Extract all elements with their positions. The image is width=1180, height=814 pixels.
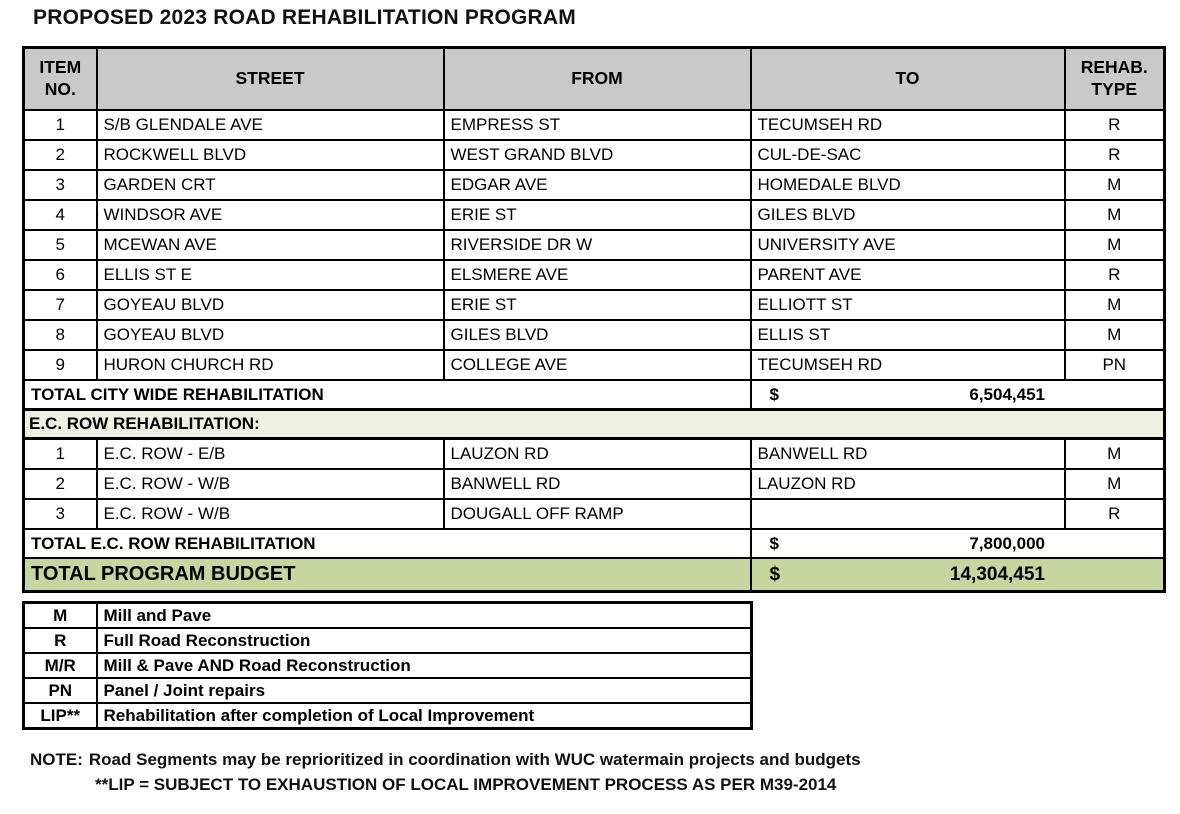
program-total-amount-cell	[751, 558, 1165, 592]
city-total-label: TOTAL CITY WIDE REHABILITATION	[24, 380, 751, 410]
street-cell: GOYEAU BLVD	[97, 290, 444, 320]
city-total-row	[24, 380, 1165, 410]
to-cell: PARENT AVE	[751, 260, 1065, 290]
rehab-type-cell: M	[1065, 290, 1165, 320]
rehab-type-cell: M	[1065, 170, 1165, 200]
table-row	[24, 499, 1165, 529]
legend-description-cell: Mill and Pave	[97, 603, 752, 629]
column-header-from: FROM	[444, 48, 751, 111]
ec-total-row	[24, 529, 1165, 558]
from-cell: EMPRESS ST	[444, 110, 751, 140]
legend-row	[24, 603, 752, 629]
to-cell: GILES BLVD	[751, 200, 1065, 230]
street-cell: S/B GLENDALE AVE	[97, 110, 444, 140]
legend-description-cell: Rehabilitation after completion of Local Improvement	[97, 703, 752, 729]
program-total-label: TOTAL PROGRAM BUDGET	[24, 558, 751, 592]
legend-code-cell: M	[24, 603, 97, 629]
ec-row-section-header	[24, 410, 1165, 439]
table-header-row	[24, 48, 1165, 111]
legend-description-cell: Panel / Joint repairs	[97, 678, 752, 703]
city-total-amount-cell	[751, 380, 1165, 410]
item-no-cell: 7	[24, 290, 97, 320]
from-cell: ERIE ST	[444, 200, 751, 230]
ec-total-label: TOTAL E.C. ROW REHABILITATION	[24, 529, 751, 558]
city-total-amount: 6,504,451	[969, 384, 1045, 404]
table-row	[24, 439, 1165, 470]
legend-description-cell: Mill & Pave AND Road Reconstruction	[97, 653, 752, 678]
rehab-type-cell: M	[1065, 320, 1165, 350]
from-cell: COLLEGE AVE	[444, 350, 751, 380]
legend-description-cell: Full Road Reconstruction	[97, 628, 752, 653]
program-total-row	[24, 558, 1165, 592]
note-text: Road Segments may be reprioritized in coordination with WUC watermain projects and budgets	[88, 750, 861, 769]
legend-row	[24, 703, 752, 729]
table-row	[24, 170, 1165, 200]
to-cell: ELLIS ST	[751, 320, 1065, 350]
from-cell: ERIE ST	[444, 290, 751, 320]
rehab-type-legend-table	[22, 601, 753, 730]
note-label: NOTE:	[30, 750, 83, 769]
ec-total-amount-cell	[751, 529, 1165, 558]
legend-code-cell: PN	[24, 678, 97, 703]
column-header-to: TO	[751, 48, 1065, 111]
street-cell: ELLIS ST E	[97, 260, 444, 290]
from-cell: RIVERSIDE DR W	[444, 230, 751, 260]
item-no-cell: 2	[24, 140, 97, 170]
street-cell: GOYEAU BLVD	[97, 320, 444, 350]
item-no-cell: 3	[24, 499, 97, 529]
table-row	[24, 140, 1165, 170]
ec-total-amount: 7,800,000	[969, 533, 1045, 553]
to-cell: UNIVERSITY AVE	[751, 230, 1065, 260]
street-cell: E.C. ROW - E/B	[97, 439, 444, 470]
legend-row	[24, 653, 752, 678]
rehab-type-cell: R	[1065, 260, 1165, 290]
item-no-cell: 8	[24, 320, 97, 350]
to-cell: HOMEDALE BLVD	[751, 170, 1065, 200]
from-cell: LAUZON RD	[444, 439, 751, 470]
rehab-type-cell: M	[1065, 230, 1165, 260]
table-row	[24, 350, 1165, 380]
legend-code-cell: R	[24, 628, 97, 653]
street-cell: MCEWAN AVE	[97, 230, 444, 260]
legend-rows	[24, 603, 752, 729]
rehab-type-cell: R	[1065, 110, 1165, 140]
rehab-type-cell: PN	[1065, 350, 1165, 380]
ec-rows	[24, 439, 1165, 530]
program-total-amount: 14,304,451	[949, 563, 1045, 585]
page-title: PROPOSED 2023 ROAD REHABILITATION PROGRAM	[33, 6, 576, 29]
legend-row	[24, 678, 752, 703]
legend-code-cell: LIP**	[24, 703, 97, 729]
item-no-cell: 9	[24, 350, 97, 380]
item-no-cell: 3	[24, 170, 97, 200]
road-rehab-table	[22, 46, 1166, 593]
rehab-type-cell: R	[1065, 499, 1165, 529]
legend-code-cell: M/R	[24, 653, 97, 678]
item-no-cell: 6	[24, 260, 97, 290]
currency-sign: $	[769, 384, 779, 404]
to-cell: ELLIOTT ST	[751, 290, 1065, 320]
from-cell: GILES BLVD	[444, 320, 751, 350]
item-no-cell: 1	[24, 110, 97, 140]
column-header-item-no: ITEM NO.	[24, 48, 97, 111]
currency-sign: $	[769, 533, 779, 553]
table-row	[24, 260, 1165, 290]
table-row	[24, 290, 1165, 320]
note-line-1	[30, 750, 861, 770]
to-cell	[751, 499, 1065, 529]
rehab-type-cell: M	[1065, 200, 1165, 230]
street-cell: E.C. ROW - W/B	[97, 499, 444, 529]
from-cell: WEST GRAND BLVD	[444, 140, 751, 170]
table-row	[24, 230, 1165, 260]
table-row	[24, 469, 1165, 499]
item-no-cell: 5	[24, 230, 97, 260]
legend-row	[24, 628, 752, 653]
column-header-street: STREET	[97, 48, 444, 111]
street-cell: ROCKWELL BLVD	[97, 140, 444, 170]
rehab-type-cell: R	[1065, 140, 1165, 170]
street-cell: GARDEN CRT	[97, 170, 444, 200]
item-no-cell: 4	[24, 200, 97, 230]
rehab-type-cell: M	[1065, 469, 1165, 499]
table-row	[24, 320, 1165, 350]
to-cell: TECUMSEH RD	[751, 350, 1065, 380]
currency-sign: $	[769, 563, 781, 585]
city-rows	[24, 110, 1165, 380]
from-cell: BANWELL RD	[444, 469, 751, 499]
item-no-cell: 1	[24, 439, 97, 470]
from-cell: DOUGALL OFF RAMP	[444, 499, 751, 529]
to-cell: LAUZON RD	[751, 469, 1065, 499]
rehab-type-cell: M	[1065, 439, 1165, 470]
street-cell: WINDSOR AVE	[97, 200, 444, 230]
to-cell: BANWELL RD	[751, 439, 1065, 470]
column-header-rehab-type: REHAB. TYPE	[1065, 48, 1165, 111]
street-cell: E.C. ROW - W/B	[97, 469, 444, 499]
ec-row-section-label: E.C. ROW REHABILITATION:	[24, 410, 1165, 439]
from-cell: EDGAR AVE	[444, 170, 751, 200]
from-cell: ELSMERE AVE	[444, 260, 751, 290]
table-row	[24, 110, 1165, 140]
table-row	[24, 200, 1165, 230]
item-no-cell: 2	[24, 469, 97, 499]
to-cell: TECUMSEH RD	[751, 110, 1065, 140]
to-cell: CUL-DE-SAC	[751, 140, 1065, 170]
note-line-2: **LIP = SUBJECT TO EXHAUSTION OF LOCAL IMPROVEMENT PROCESS AS PER M39-2014	[95, 775, 837, 794]
street-cell: HURON CHURCH RD	[97, 350, 444, 380]
notes	[30, 750, 861, 795]
